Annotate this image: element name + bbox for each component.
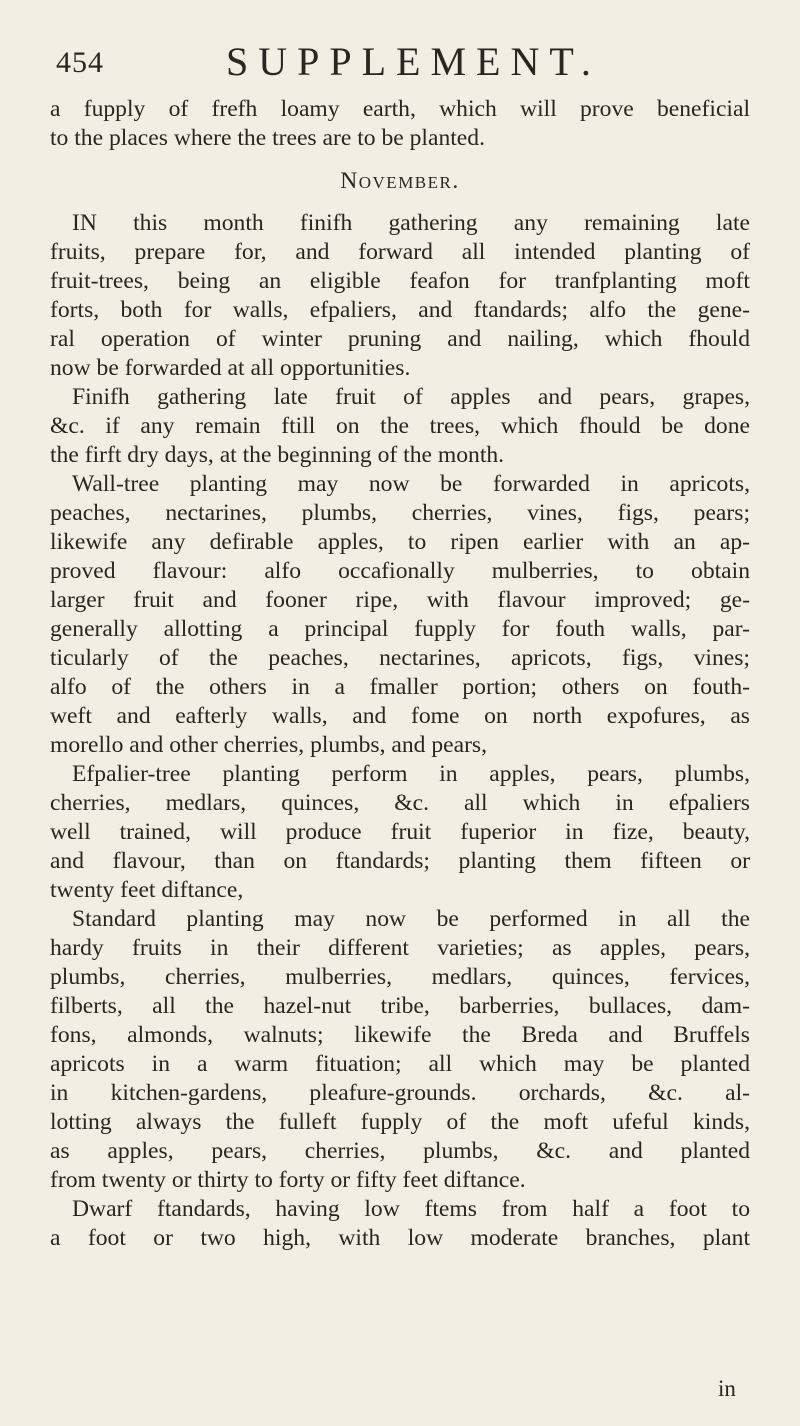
text-line: from twenty or thirty to forty or fifty feet diftance. bbox=[50, 1167, 526, 1193]
text-line: proved flavour: alfo occafionally mulberries, to obtain bbox=[50, 558, 750, 584]
text-line: likewife any defirable apples, to ripen earlier with an ap- bbox=[50, 529, 750, 555]
page-body bbox=[50, 95, 750, 1253]
text-line: weft and eafterly walls, and fome on north expofures, as bbox=[50, 703, 750, 729]
text-line: as apples, pears, cherries, plumbs, &c. and planted bbox=[50, 1138, 750, 1164]
text-line: ral operation of winter pruning and nailing, which fhould bbox=[50, 326, 750, 352]
text-line: in kitchen-gardens, pleafure-grounds. orchards, &c. al- bbox=[50, 1080, 750, 1106]
text-line: Wall-tree planting may now be forwarded in apricots, bbox=[72, 471, 750, 497]
text-line: well trained, will produce fruit fuperior in fize, beauty, bbox=[50, 819, 750, 845]
page-header bbox=[50, 38, 770, 98]
text-line: &c. if any remain ftill on the trees, which fhould be done bbox=[50, 413, 750, 439]
text-line: and flavour, than on ftandards; planting them fifteen or bbox=[50, 848, 750, 874]
text-line: Efpalier-tree planting perform in apples, pears, plumbs, bbox=[72, 761, 750, 787]
text-line: a fupply of frefh loamy earth, which will prove beneficial bbox=[50, 96, 750, 122]
text-line: hardy fruits in their different varieties; as apples, pears, bbox=[50, 935, 750, 961]
text-line: to the places where the trees are to be planted. bbox=[50, 125, 485, 151]
text-line: twenty feet diftance, bbox=[50, 877, 244, 903]
text-line: fruit-trees, being an eligible feafon for tranfplanting moft bbox=[50, 268, 750, 294]
text-line: fons, almonds, walnuts; likewife the Breda and Bruffels bbox=[50, 1022, 750, 1048]
catchword: in bbox=[718, 1376, 736, 1401]
text-line: alfo of the others in a fmaller portion; others on fouth- bbox=[50, 674, 750, 700]
text-line: generally allotting a principal fupply for fouth walls, par- bbox=[50, 616, 750, 642]
text-line: forts, both for walls, efpaliers, and ftandards; alfo the gene- bbox=[50, 297, 750, 323]
text-line: Standard planting may now be performed in all the bbox=[72, 906, 750, 932]
text-line: peaches, nectarines, plumbs, cherries, vines, figs, pears; bbox=[50, 500, 750, 526]
text-line: apricots in a warm fituation; all which may be planted bbox=[50, 1051, 750, 1077]
text-line: filberts, all the hazel-nut tribe, barberries, bullaces, dam- bbox=[50, 993, 750, 1019]
text-line: larger fruit and fooner ripe, with flavour improved; ge- bbox=[50, 587, 750, 613]
text-line: Dwarf ftandards, having low ftems from half a foot to bbox=[72, 1196, 750, 1222]
section-heading: November. bbox=[340, 168, 460, 194]
text-line: Finifh gathering late fruit of apples and pears, grapes, bbox=[72, 384, 750, 410]
text-line: ticularly of the peaches, nectarines, apricots, figs, vines; bbox=[50, 645, 750, 671]
text-line: the firft dry days, at the beginning of the month. bbox=[50, 442, 505, 468]
text-line: a foot or two high, with low moderate branches, plant bbox=[50, 1225, 750, 1251]
text-line: cherries, medlars, quinces, &c. all which in efpaliers bbox=[50, 790, 750, 816]
running-head: SUPPLEMENT. bbox=[226, 39, 601, 84]
text-line: fruits, prepare for, and forward all intended planting of bbox=[50, 239, 750, 265]
page-number: 454 bbox=[56, 46, 104, 79]
text-line: plumbs, cherries, mulberries, medlars, quinces, fervices, bbox=[50, 964, 750, 990]
text-line: now be forwarded at all opportunities. bbox=[50, 355, 411, 381]
text-line: lotting always the fulleft fupply of the moft ufeful kinds, bbox=[50, 1109, 750, 1135]
text-line: morello and other cherries, plumbs, and pears, bbox=[50, 732, 488, 758]
text-line: IN this month finifh gathering any remaining late bbox=[72, 210, 750, 236]
